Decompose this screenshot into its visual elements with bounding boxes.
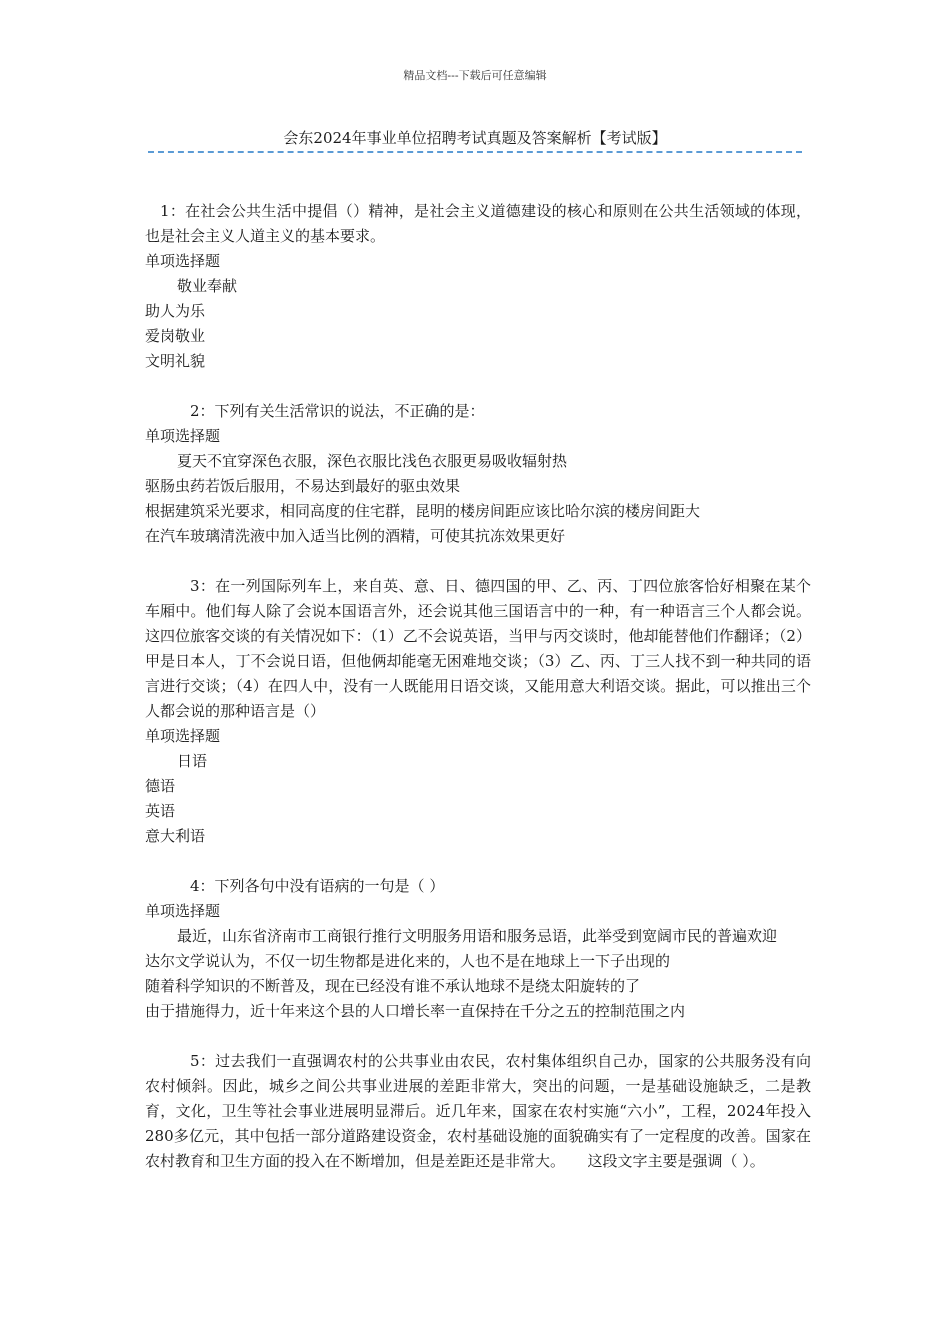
question-stem: 2：下列有关生活常识的说法，不正确的是： <box>190 402 485 420</box>
option-b: 达尔文学说认为，不仅一切生物都是进化来的，人也不是在地球上一下子出现的 <box>145 952 671 970</box>
question-1 <box>145 199 811 374</box>
question-type: 单项选择题 <box>145 902 221 920</box>
option-c: 随着科学知识的不断普及，现在已经没有谁不承认地球不是绕太阳旋转的了 <box>145 977 641 995</box>
question-type: 单项选择题 <box>145 427 221 445</box>
option-c: 英语 <box>145 802 176 820</box>
option-a: 日语 <box>177 752 208 770</box>
question-2 <box>145 399 811 549</box>
question-stem: 5：过去我们一直强调农村的公共事业由农民，农村集体组织自己办，国家的公共服务没有向农村倾斜。因此，城乡之间公共事业进展的差距非常大，突出的问题，一是基础设施缺乏，二是教育，文化，卫生等社会事业进展明显滞后。近几年来，国家在农村实施“六小”，工程，2024年投入280多亿元，其中包括一部分道路建设资金，农村基础设施的面貌确实有了一定程度的改善。国家在农村教育和卫生方面的投入在不断增加，但是差距还是非常大。 这段文字主要是强调（ ）。 <box>145 1052 811 1170</box>
document-title: 会东2024年事业单位招聘考试真题及答案解析【考试版】 <box>283 129 667 147</box>
option-d: 由于措施得力，近十年来这个县的人口增长率一直保持在千分之五的控制范围之内 <box>145 1002 686 1020</box>
option-b: 驱肠虫药若饭后服用，不易达到最好的驱虫效果 <box>145 477 461 495</box>
option-b: 德语 <box>145 777 176 795</box>
option-a: 敬业奉献 <box>177 277 238 295</box>
header-note: 精品文档---下载后可任意编辑 <box>403 69 547 82</box>
option-c: 根据建筑采光要求，相同高度的住宅群，昆明的楼房间距应该比哈尔滨的楼房间距大 <box>145 502 701 520</box>
question-type: 单项选择题 <box>145 727 221 745</box>
question-5 <box>145 1049 811 1174</box>
question-4 <box>145 874 811 1024</box>
option-d: 意大利语 <box>145 827 206 845</box>
title-divider <box>148 151 802 153</box>
option-a: 夏天不宜穿深色衣服，深色衣服比浅色衣服更易吸收辐射热 <box>177 452 568 470</box>
option-d: 在汽车玻璃清洗液中加入适当比例的酒精，可使其抗冻效果更好 <box>145 527 566 545</box>
question-stem: 3：在一列国际列车上，来自英、意、日、德四国的甲、乙、丙、丁四位旅客恰好相聚在某个车厢中。他们每人除了会说本国语言外，还会说其他三国语言中的一种，有一种语言三个人都会说。这四位旅客交谈的有关情况如下：（1）乙不会说英语，当甲与丙交谈时，他却能替他们作翻译；（2）甲是日本人，丁不会说日语，但他俩却能毫无困难地交谈；（3）乙、丙、丁三人找不到一种共同的语言进行交谈；（4）在四人中，没有一人既能用日语交谈，又能用意大利语交谈。据此，可以推出三个人都会说的那种语言是（） <box>145 577 811 720</box>
option-d: 文明礼貌 <box>145 352 206 370</box>
option-c: 爱岗敬业 <box>145 327 206 345</box>
option-a: 最近，山东省济南市工商银行推行文明服务用语和服务忌语，此举受到宽阔市民的普遍欢迎 <box>177 927 778 945</box>
question-3 <box>145 574 811 849</box>
question-stem: 1：在社会公共生活中提倡（）精神，是社会主义道德建设的核心和原则在公共生活领域的体现，也是社会主义人道主义的基本要求。 <box>145 202 811 245</box>
question-list <box>145 199 811 1174</box>
option-b: 助人为乐 <box>145 302 206 320</box>
question-type: 单项选择题 <box>145 252 221 270</box>
question-stem: 4：下列各句中没有语病的一句是（ ） <box>190 877 445 895</box>
